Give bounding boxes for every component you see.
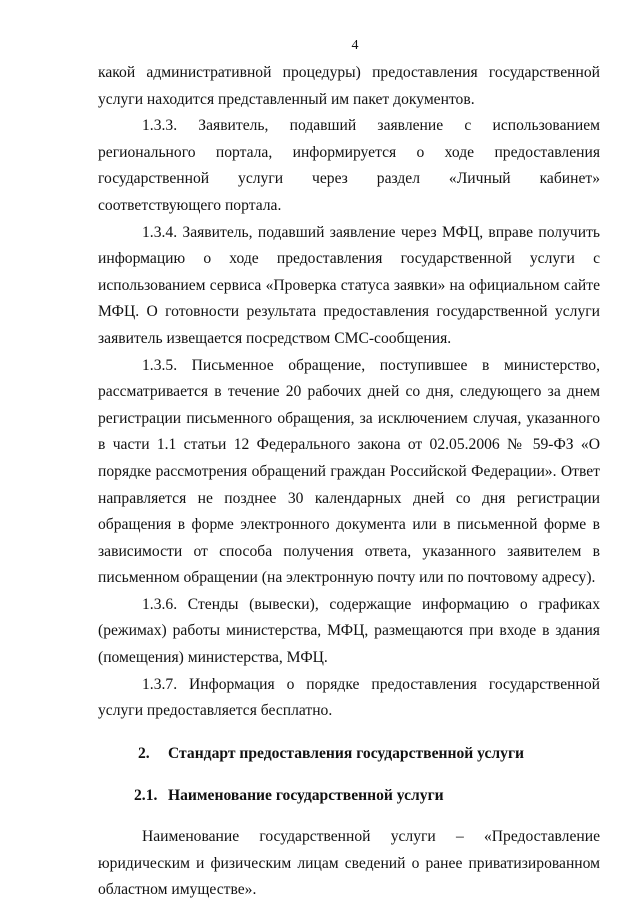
paragraph-1-3-4: 1.3.4. Заявитель, подавший заявление через МФЦ, вправе получить информацию о ходе предоставления государственной услуги с использованием сервиса «Проверка статуса заявки» на официальном сайте МФЦ. О готовности результата предоставления государственной услуги заявитель извещается посредством СМС-сообщения. [98, 223, 600, 347]
paragraph-continuation: какой административной процедуры) предоставления государственной услуги находится представленный им пакет документов. [98, 64, 600, 108]
page-number: 4 [351, 38, 359, 53]
paragraph-1-3-6: 1.3.6. Стенды (вывески), содержащие информацию о графиках (режимах) работы министерства, МФЦ, размещаются при входе в здания (помещения) министерства, МФЦ. [98, 595, 600, 667]
paragraph-1-3-7: 1.3.7. Информация о порядке предоставления государственной услуги предоставляется бесплатно. [98, 675, 600, 720]
subsection-title: Наименование государственной услуги [168, 787, 444, 805]
paragraph-service-name: Наименование государственной услуги – «Предоставление юридическим и физическим лицам сведений о ранее приватизированном областном имуществе». [98, 828, 600, 899]
section-heading-2-1 [98, 783, 600, 810]
section-heading-2 [98, 741, 600, 768]
subsection-number: 2.1. [134, 787, 158, 805]
section-title: Стандарт предоставления государственной услуги [168, 744, 525, 762]
paragraph-1-3-5: 1.3.5. Письменное обращение, поступившее в министерство, рассматривается в течение 20 рабочих дней со дня, следующего за днем регистрации письменного обращения, за исключением случая, указанного в части 1.1 статьи 12 Федерального закона от 02.05.2006 № 59-ФЗ «О порядке рассмотрения обращений граждан Российской Федерации». Ответ направляется не позднее 30 календарных дней со дня регистрации обращения в форме электронного документа или в письменной форме в зависимости от способа получения ответа, указанного заявителем в письменном обращении (на электронную почту или по почтовому адресу). [98, 356, 600, 587]
paragraph-1-3-3: 1.3.3. Заявитель, подавший заявление с использованием регионального портала, информируется о ходе предоставления государственной услуги через раздел «Личный кабинет» соответствующего портала. [98, 117, 600, 214]
section-number: 2. [138, 744, 150, 762]
